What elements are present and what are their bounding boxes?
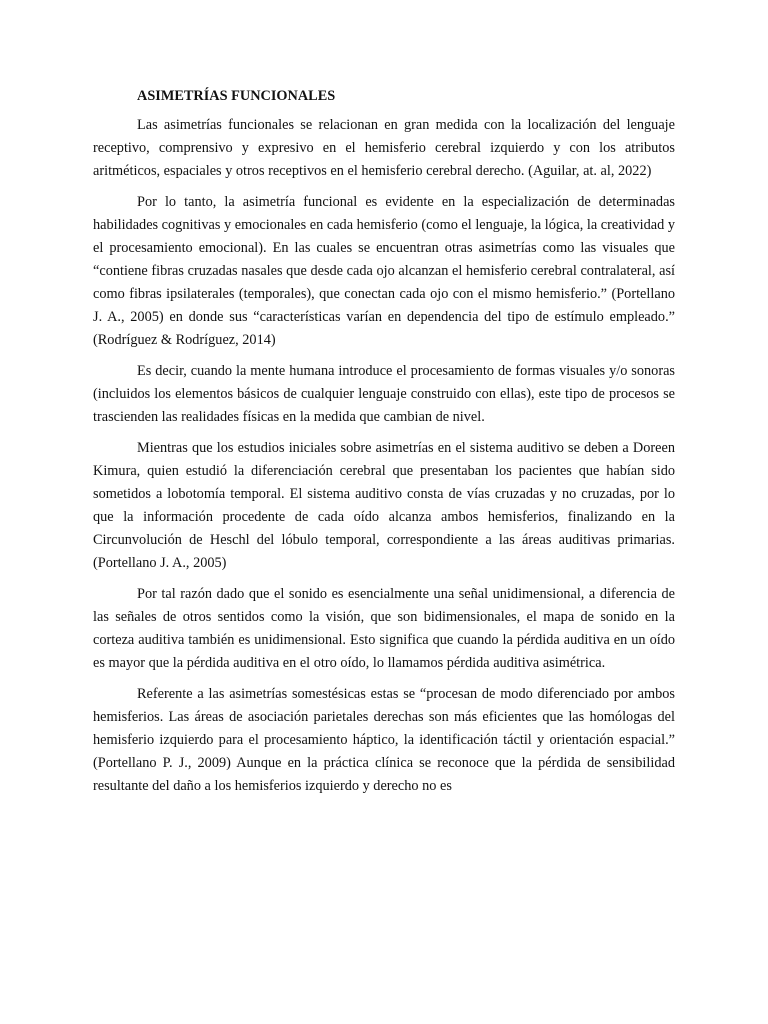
paragraph-6: Referente a las asimetrías somestésicas estas se “procesan de modo diferenciado por ambos hemisferios. Las áreas de asociación parietales derechas son más eficientes que las homólogas del hemisferio izquierdo para el procesamiento háptico, la identificación táctil y orientación espacial.” (Portellano P. J., 2009) Aunque en la práctica clínica se reconoce que la pérdida de sensibilidad resultante del daño a los hemisferios izquierdo y derecho no es <box>93 686 675 794</box>
paragraph-5: Por tal razón dado que el sonido es esencialmente una señal unidimensional, a diferencia de las señales de otros sentidos como la visión, que son bidimensionales, el mapa de sonido en la corteza auditiva también es unidimensional. Esto significa que cuando la pérdida auditiva en un oído es mayor que la pérdida auditiva en el otro oído, lo llamamos pérdida auditiva asimétrica. <box>93 586 675 671</box>
paragraph-1: Las asimetrías funcionales se relacionan en gran medida con la localización del lenguaje receptivo, comprensivo y expresivo en el hemisferio cerebral izquierdo y con los atributos aritméticos, espaciales y otros receptivos en el hemisferio cerebral derecho. (Aguilar, at. al, 2022) <box>93 117 675 179</box>
paragraph-3: Es decir, cuando la mente humana introduce el procesamiento de formas visuales y/o sonoras (incluidos los elementos básicos de cualquier lenguaje construido con ellas), este tipo de procesos se trascienden las realidades físicas en la medida que cambian de nivel. <box>93 363 675 425</box>
paragraph-4: Mientras que los estudios iniciales sobre asimetrías en el sistema auditivo se deben a Doreen Kimura, quien estudió la diferenciación cerebral que presentaban los pacientes que habían sido sometidos a lobotomía temporal. El sistema auditivo consta de vías cruzadas y no cruzadas, por lo que la información procedente de cada oído alcanza ambos hemisferios, finalizando en la Circunvolución de Heschl del lóbulo temporal, correspondiente a las áreas auditivas primarias. (Portellano J. A., 2005) <box>93 440 675 571</box>
section-title: ASIMETRÍAS FUNCIONALES <box>137 88 336 104</box>
document-body <box>93 86 675 806</box>
paragraph-2: Por lo tanto, la asimetría funcional es evidente en la especialización de determinadas habilidades cognitivas y emocionales en cada hemisferio (como el lenguaje, la lógica, la creatividad y el procesamiento emocional). En las cuales se encuentran otras asimetrías como las visuales que “contiene fibras cruzadas nasales que desde cada ojo alcanzan el hemisferio cerebral contralateral, así como fibras ipsilaterales (temporales), que conectan cada ojo con el mismo hemisferio.” (Portellano J. A., 2005) en donde sus “características varían en dependencia del tipo de estímulo empleado.” (Rodríguez & Rodríguez, 2014) <box>93 194 675 348</box>
